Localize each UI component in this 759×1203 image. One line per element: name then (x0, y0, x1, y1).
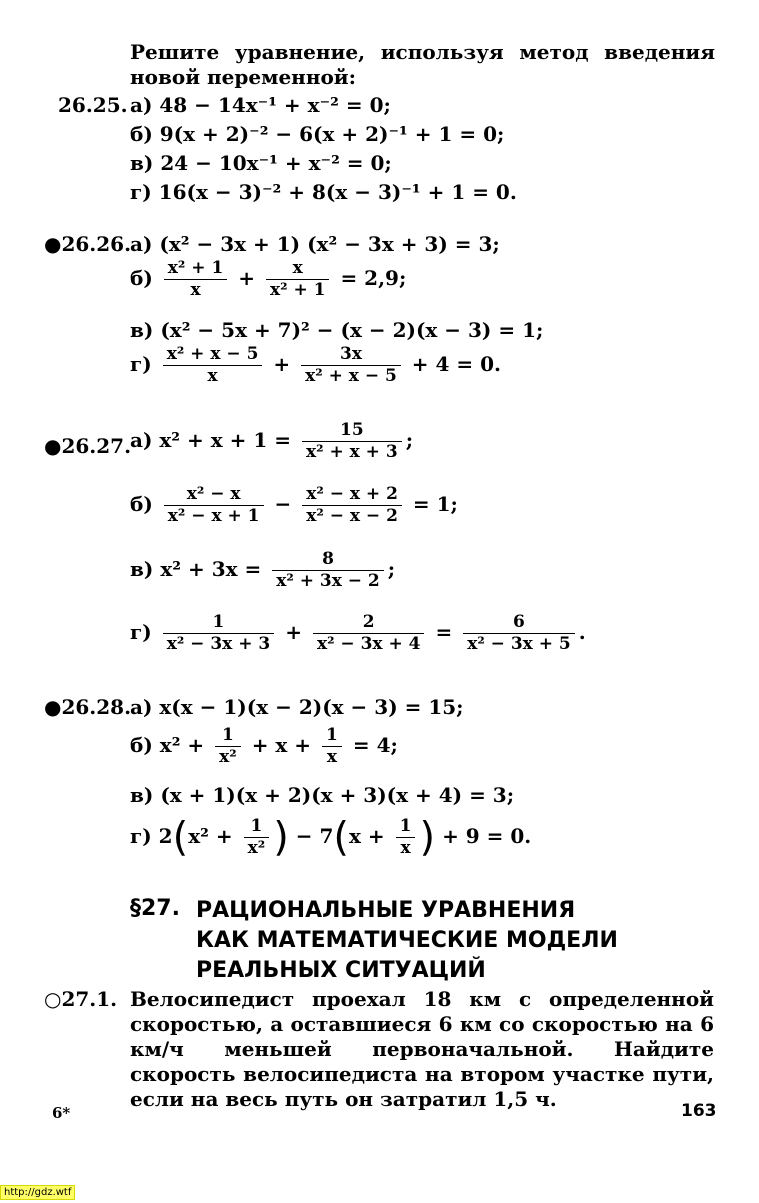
fraction: $\frac{\text{x² + 1}}{x}$ (164, 258, 228, 301)
eq-26-25-g: г) 16(x − 3)⁻² + 8(x − 3)⁻¹ + 1 = 0. (130, 180, 517, 204)
problem-number-26-26: ●26.26. (44, 232, 132, 256)
fraction: $\frac{1}{x}$ (396, 816, 416, 859)
fraction: $\frac{15}{\text{x² + x + 3}}$ (302, 420, 402, 463)
fraction: $\frac{8}{\text{x² + 3x − 2}}$ (272, 549, 384, 592)
fraction: $\frac{\text{x² + x − 5}}{x}$ (163, 344, 263, 387)
section-title: РАЦИОНАЛЬНЫЕ УРАВНЕНИЯ КАК МАТЕМАТИЧЕСКИЕ МОДЕЛИ РЕАЛЬНЫХ СИТУАЦИЙ (196, 898, 618, 983)
fraction: $\frac{1}{x}$ (322, 725, 342, 768)
eq-26-28-a: а) x(x − 1)(x − 2)(x − 3) = 15; (130, 695, 464, 719)
fraction: $\frac{6}{\text{x² − 3x + 5}}$ (463, 612, 575, 655)
signature-mark: 6* (52, 1104, 71, 1122)
eq-26-27-a: а) x² + x + 1 = $\frac{15}{\text{x² + x + 3}}$ ; (130, 420, 414, 462)
eq-26-27-b: б) $\frac{\text{x² − x}}{\text{x² − x + 1}}$ − $\frac{\text{x² − x + 2}}{\text{x² − x − 2}}$ = 1; (130, 484, 458, 526)
fraction: $\frac{1}{\text{x²}}$ (244, 816, 270, 859)
eq-26-27-v: в) x² + 3x = $\frac{8}{\text{x² + 3x − 2}}$ ; (130, 549, 396, 591)
eq-26-25-v: в) 24 − 10x⁻¹ + x⁻² = 0; (130, 151, 392, 175)
eq-26-26-a: а) (x² − 3x + 1) (x² − 3x + 3) = 3; (130, 232, 500, 256)
fraction: $\frac{2}{\text{x² − 3x + 4}}$ (313, 612, 425, 655)
fraction: $\frac{\text{x² − x}}{\text{x² − x + 1}}$ (164, 484, 264, 527)
eq-26-26-b: б) $\frac{\text{x² + 1}}{x}$ + $\frac{x}{\text{x² + 1}}$ = 2,9; (130, 258, 407, 300)
eq-26-28-v: в) (x + 1)(x + 2)(x + 3)(x + 4) = 3; (130, 783, 515, 807)
fraction: $\frac{3x}{\text{x² + x − 5}}$ (301, 344, 401, 387)
page-number: 163 (681, 1101, 717, 1121)
problem-number-26-28: ●26.28. (44, 695, 132, 719)
problem-number-27-1: ○27.1. (44, 987, 118, 1011)
fraction: $\frac{x}{\text{x² + 1}}$ (266, 258, 330, 301)
fraction: $\frac{1}{\text{x²}}$ (215, 725, 241, 768)
eq-26-28-g: г) 2(x² + $\frac{1}{\text{x²}}$ ) − 7(x + $\frac{1}{x}$ ) + 9 = 0. (130, 814, 532, 861)
eq-26-25-a: а) 48 − 14x⁻¹ + x⁻² = 0; (130, 93, 391, 117)
eq-26-25-b: б) 9(x + 2)⁻² − 6(x + 2)⁻¹ + 1 = 0; (130, 122, 505, 146)
section-number: §27. (130, 896, 180, 921)
label: б) (130, 266, 153, 290)
fraction: $\frac{1}{\text{x² − 3x + 3}}$ (163, 612, 275, 655)
watermark-link[interactable]: http://gdz.wtf (0, 1185, 75, 1200)
problem-number-26-27: ●26.27. (44, 434, 132, 458)
intro-text: Решите уравнение, используя метод введения новой переменной: (130, 40, 715, 89)
eq-26-28-b: б) x² + $\frac{1}{\text{x²}}$ + x + $\frac{1}{x}$ = 4; (130, 725, 398, 767)
eq-26-26-g: г) $\frac{\text{x² + x − 5}}{x}$ + $\frac{3x}{\text{x² + x − 5}}$ + 4 = 0. (130, 344, 501, 386)
problem-text-27-1: Велосипедист проехал 18 км с определенной скоростью, а оставшиеся 6 км со скоростью на 6 км/ч меньшей первоначальной. Найдите скорость велосипедиста на втором участке пути, если на весь путь он затратил 1,5 ч. (130, 987, 714, 1111)
fraction: $\frac{\text{x² − x + 2}}{\text{x² − x − 2}}$ (302, 484, 402, 527)
problem-number-26-25: 26.25. (58, 93, 128, 117)
eq-26-26-v: в) (x² − 5x + 7)² − (x − 2)(x − 3) = 1; (130, 318, 544, 342)
eq-26-27-g: г) $\frac{1}{\text{x² − 3x + 3}}$ + $\frac{2}{\text{x² − 3x + 4}}$ = $\frac{6}{\text{x² − 3x + 5}}$ . (130, 612, 586, 654)
